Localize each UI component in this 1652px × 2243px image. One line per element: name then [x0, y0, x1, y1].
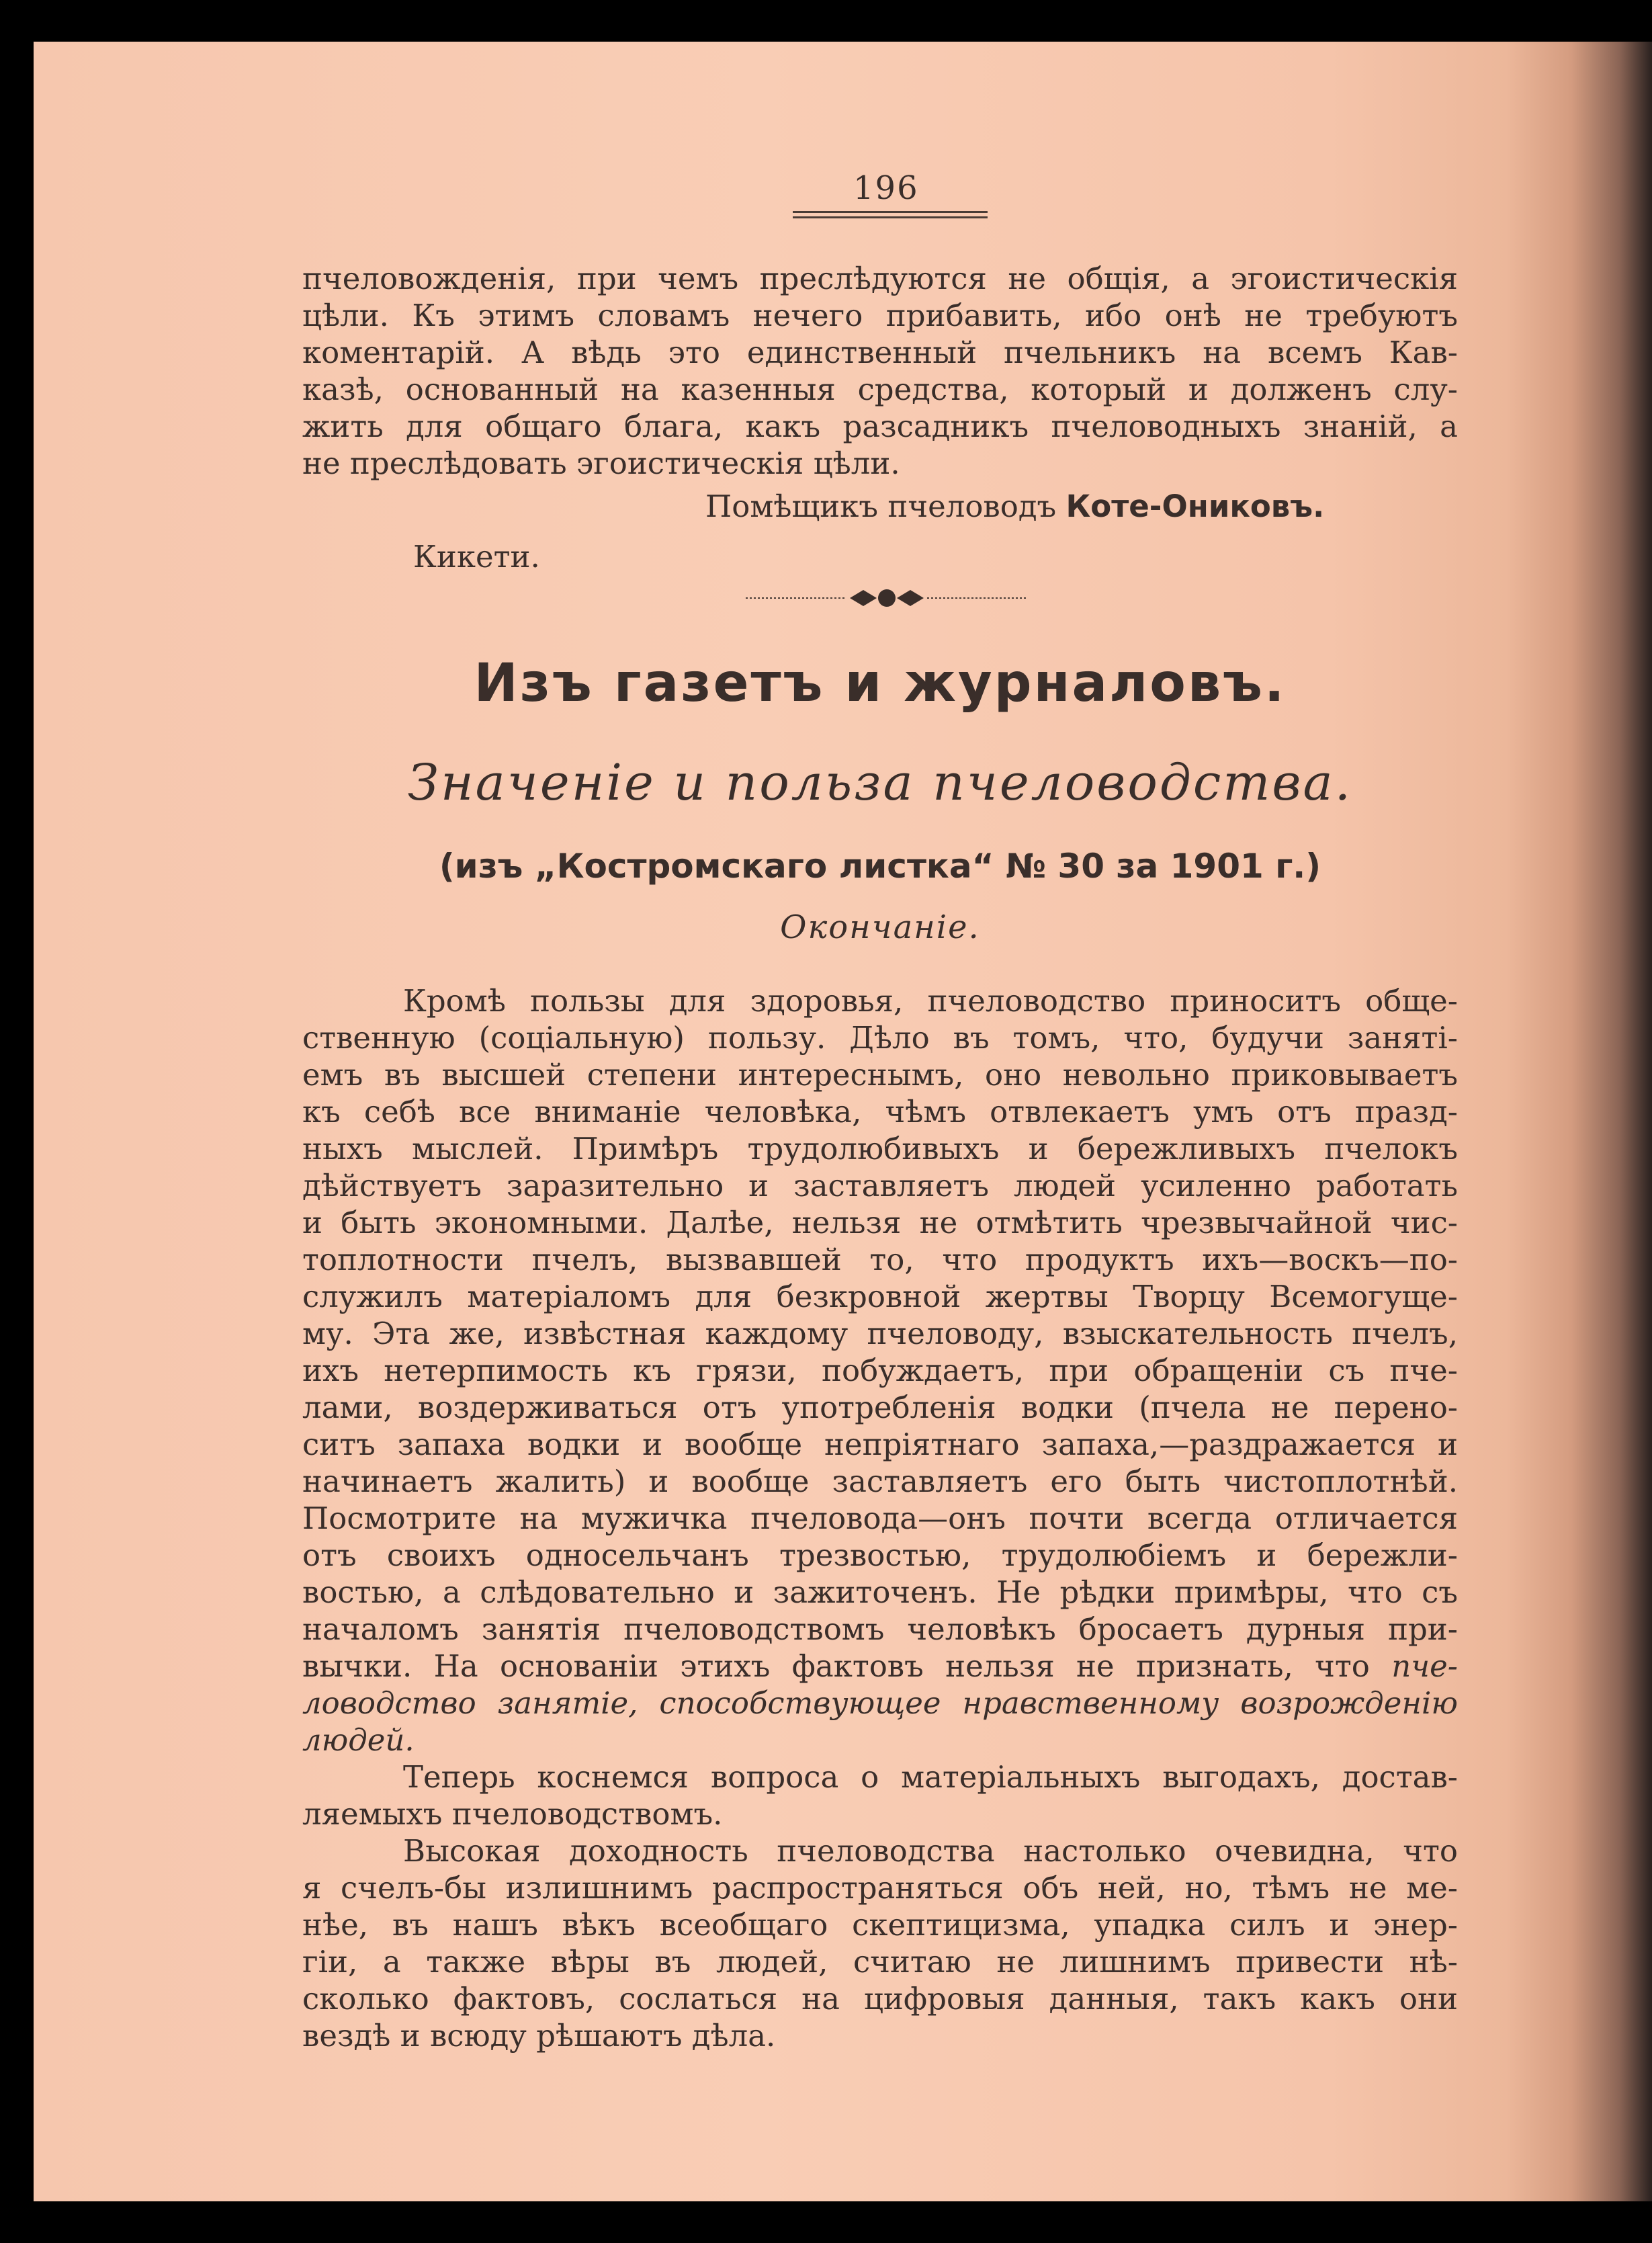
text-line: Теперь коснемся вопроса о матеріальныхъ выгодахъ, достав-	[403, 1759, 1458, 1795]
text-line: му. Эта же, извѣстная каждому пчеловоду, взыскательность пчелъ,	[302, 1316, 1458, 1351]
emphasis-text: людей.	[302, 1722, 415, 1758]
text-line: вездѣ и всюду рѣшаютъ дѣла.	[302, 2018, 776, 2054]
text-line: жить для общаго блага, какъ разсадникъ пчеловодныхъ знаній, а	[302, 409, 1458, 444]
ornament-divider	[746, 585, 1028, 611]
text-line: начинаетъ жалить) и вообще заставляетъ его быть чистоплотнѣй.	[302, 1464, 1458, 1499]
article-body	[302, 982, 1458, 2054]
place-name: Кикети.	[413, 539, 540, 575]
text-line: къ себѣ все вниманіе человѣка, чѣмъ отвлекаетъ умъ отъ празд-	[302, 1094, 1458, 1130]
text-line: ихъ нетерпимость къ грязи, побуждаетъ, при обращеніи съ пче-	[302, 1353, 1458, 1388]
emphasis-line	[302, 1722, 1458, 1759]
text-line: цѣли. Къ этимъ словамъ нечего прибавить, ибо онѣ не требуютъ	[302, 298, 1458, 333]
text-line: Кромѣ пользы для здоровья, пчеловодство приноситъ обще-	[403, 983, 1458, 1019]
text-line: началомъ занятія пчеловодствомъ человѣкъ бросаетъ дурныя при-	[302, 1611, 1458, 1647]
text-line: Посмотрите на мужичка пчеловода—онъ почти всегда отличается	[302, 1500, 1458, 1536]
emphasis-text: ловодство занятіе, способствующее нравственному возрожденію	[302, 1685, 1458, 1721]
text-line: нѣе, въ нашъ вѣкъ всеобщаго скептицизма, упадка силъ и энер-	[302, 1907, 1458, 1943]
text-line: сколько фактовъ, сослаться на цифровыя данныя, такъ какъ они	[302, 1981, 1458, 2017]
text-line: казѣ, основанный на казенныя средства, который и долженъ слу-	[302, 372, 1458, 407]
text-line: востью, а слѣдовательно и зажиточенъ. Не рѣдки примѣры, что съ	[302, 1574, 1458, 1610]
text-line: коментарій. А вѣдь это единственный пчельникъ на всемъ Кав-	[302, 335, 1458, 370]
text-line: и быть экономными. Далѣе, нельзя не отмѣтить чрезвычайной чис-	[302, 1205, 1458, 1240]
text-line: отъ своихъ односельчанъ трезвостью, трудолюбіемъ и бережли-	[302, 1537, 1458, 1573]
letter-continuation	[302, 260, 1458, 482]
source-text: (изъ „Костромскаго листка“ № 30 за 1901 г.)	[439, 847, 1321, 886]
text-line: служилъ матеріаломъ для безкровной жертвы Творцу Всемогуще-	[302, 1279, 1458, 1314]
signature	[705, 489, 1324, 524]
text-line: ныхъ мыслей. Примѣръ трудолюбивыхъ и бережливыхъ пчелокъ	[302, 1131, 1458, 1167]
ending-label: Окончаніе.	[780, 908, 980, 946]
text-line: пчеловожденія, при чемъ преслѣдуются не общія, а эгоистическія	[302, 261, 1458, 296]
text-line: лами, воздерживаться отъ употребленія водки (пчела не перено-	[302, 1390, 1458, 1425]
text-line: ственную (соціальную) пользу. Дѣло въ томъ, что, будучи заняті-	[302, 1020, 1458, 1056]
signature-name: Коте-Ониковъ.	[1066, 489, 1325, 524]
article-title: Значеніе и польза пчеловодства.	[407, 754, 1353, 812]
section-heading: Изъ газетъ и журналовъ.	[474, 653, 1287, 714]
header-rule-double	[793, 216, 988, 218]
text-line: емъ въ высшей степени интереснымъ, оно невольно приковываетъ	[302, 1057, 1458, 1093]
text-line: Высокая доходность пчеловодства настолько очевидна, что	[403, 1833, 1458, 1869]
text-line: ситъ запаха водки и вообще непріятнаго запаха,—раздражается и	[302, 1427, 1458, 1462]
signature-prefix: Помѣщикъ пчеловодъ	[705, 489, 1057, 524]
text-line: топлотности пчелъ, вызвавшей то, что продуктъ ихъ—воскъ—по-	[302, 1242, 1458, 1277]
text-line: вычки. На основаніи этихъ фактовъ нельзя не признать, что	[302, 1648, 1370, 1684]
page-number: 196	[853, 169, 919, 207]
text-line-mixed	[302, 1648, 1458, 1685]
text-line: ляемыхъ пчеловодствомъ.	[302, 1796, 723, 1832]
emphasis-text: пче-	[1391, 1648, 1458, 1684]
book-page	[34, 42, 1652, 2201]
emphasis-line	[302, 1685, 1458, 1722]
text-line: не преслѣдовать эгоистическія цѣли.	[302, 446, 900, 481]
text-line: гіи, а также вѣры въ людей, считаю не лишнимъ привести нѣ-	[302, 1944, 1458, 1980]
article-source	[302, 847, 1458, 886]
text-line: я счелъ-бы излишнимъ распространяться объ ней, но, тѣмъ не ме-	[302, 1870, 1458, 1906]
header-rule	[793, 211, 988, 213]
text-line: дѣйствуетъ заразительно и заставляетъ людей усиленно работать	[302, 1168, 1458, 1203]
